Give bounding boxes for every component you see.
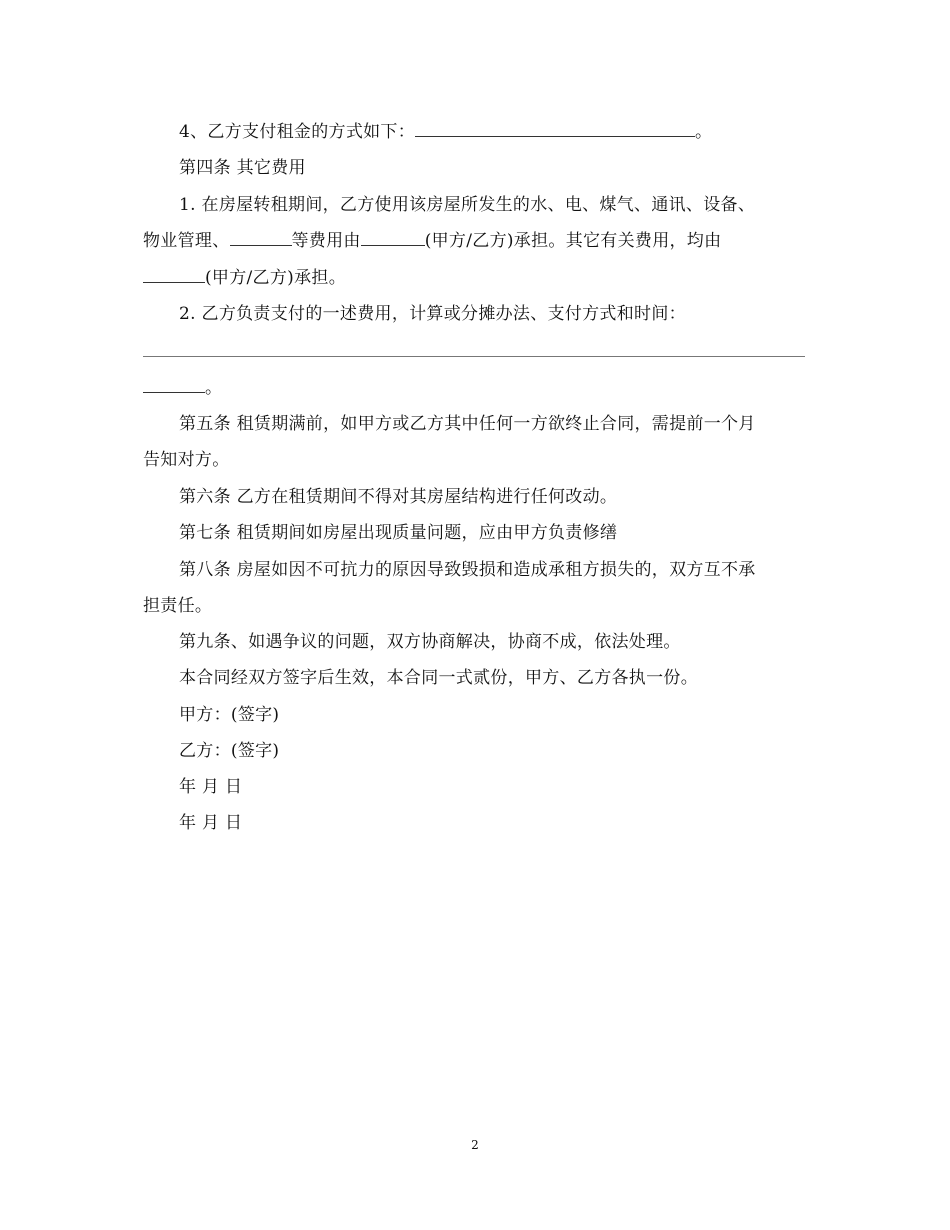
article-4-heading: 第四条 其它费用 bbox=[179, 158, 306, 178]
article-4-clause-2: 2. 乙方负责支付的一述费用，计算或分摊办法、支付方式和时间： bbox=[179, 304, 686, 324]
date-line-1: 年 月 日 bbox=[179, 777, 243, 797]
article-8-cont: 担责任。 bbox=[143, 596, 213, 616]
article-4-clause-1-end: (甲方/乙方)承担。 bbox=[143, 266, 808, 290]
payment-method-blank bbox=[415, 120, 695, 137]
article-8: 第八条 房屋如因不可抗力的原因导致毁损和造成承租方损失的，双方互不承 bbox=[179, 560, 756, 580]
other-fee-party-blank bbox=[143, 266, 205, 283]
article-6: 第六条 乙方在租赁期间不得对其房屋结构进行任何改动。 bbox=[179, 487, 618, 507]
fill-in-rule bbox=[143, 356, 805, 357]
article-9: 第九条、如遇争议的问题，双方协商解决，协商不成，依法处理。 bbox=[179, 632, 681, 652]
payment-method-line: 4、乙方支付租金的方式如下： 。 bbox=[179, 122, 713, 142]
date-line-2: 年 月 日 bbox=[179, 813, 243, 833]
party-b-signature: 乙方：(签字) bbox=[179, 741, 280, 761]
article-7: 第七条 租赁期间如房屋出现质量问题，应由甲方负责修缮 bbox=[179, 523, 618, 543]
article-5: 第五条 租赁期满前，如甲方或乙方其中任何一方欲终止合同，需提前一个月 bbox=[179, 414, 756, 434]
article-5-cont: 告知对方。 bbox=[143, 450, 230, 470]
page-number: 2 bbox=[471, 1138, 479, 1152]
fee-method-blank bbox=[143, 376, 205, 393]
party-a-signature: 甲方：(签字) bbox=[179, 705, 280, 725]
fee-party-blank bbox=[361, 229, 425, 246]
article-4-clause-1: 1. 在房屋转租期间，乙方使用该房屋所发生的水、电、煤气、通讯、设备、 bbox=[179, 195, 756, 215]
fee-type-blank bbox=[230, 229, 292, 246]
effectiveness-clause: 本合同经双方签字后生效，本合同一式贰份，甲方、乙方各执一份。 bbox=[179, 668, 698, 688]
article-4-clause-1-cont: 物业管理、 等费用由 (甲方/乙方)承担。其它有关费用，均由 bbox=[143, 231, 722, 251]
article-4-clause-2-end: 。 bbox=[143, 376, 808, 400]
